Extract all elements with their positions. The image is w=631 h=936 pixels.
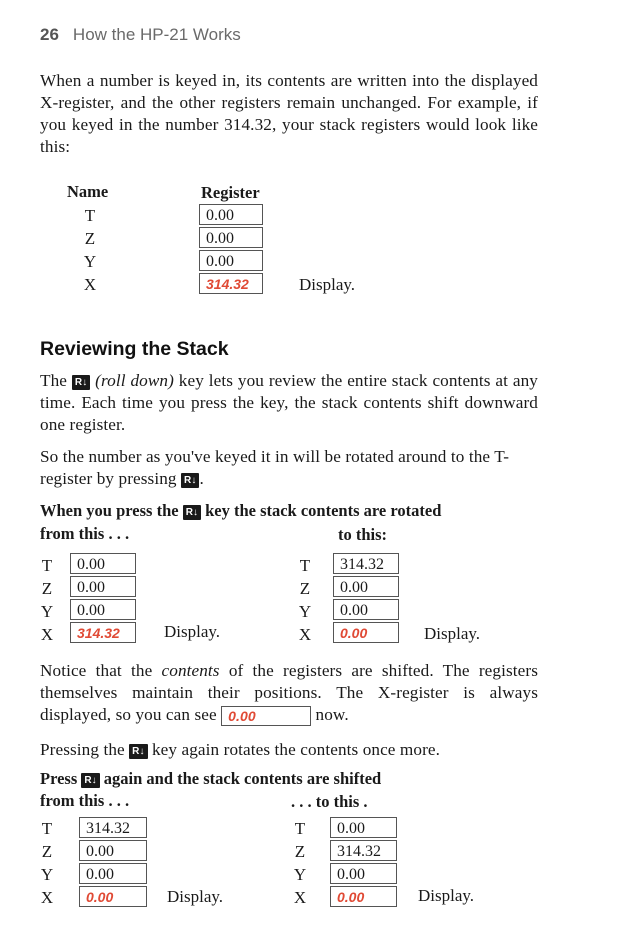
notice-paragraph: Notice that the contents of the registers are shifted. The registers themselves maintain their positions. The X-register is always displayed, so you can see 0.00 now.	[40, 661, 538, 725]
register-t: 0.00	[199, 204, 263, 225]
example2-to-label: . . . to this .	[291, 792, 368, 811]
ex2-left-name-t: T	[41, 819, 53, 838]
rotate-paragraph: So the number as you've keyed it in will be rotated around to the T-register by pressing R↓ .	[40, 447, 510, 488]
ex2-right-register-t: 0.00	[330, 817, 397, 838]
example1-to-label: to this:	[338, 525, 388, 544]
intro-paragraph: When a number is keyed in, its contents are written into the displayed X-register, and the other registers remain unchanged. For example, if you keyed in the number 314.32, your stack registers would look like this:	[40, 71, 538, 156]
ex2-left-display-note: Display.	[167, 887, 224, 906]
pressing-paragraph: Pressing the R↓ key again rotates the contents once more.	[40, 740, 441, 759]
ex1-left-name-y: Y	[40, 602, 54, 621]
register-y: 0.00	[199, 250, 263, 271]
ex1-right-register-y: 0.00	[333, 599, 399, 620]
ex1-left-name-t: T	[41, 556, 53, 575]
ex2-right-name-x: X	[293, 888, 307, 907]
example1-caption: When you press the R↓ key the stack contents are rotated	[40, 501, 442, 520]
ex2-left-name-z: Z	[41, 842, 53, 861]
ex2-left-register-z: 0.00	[79, 840, 147, 861]
ex1-right-display-note: Display.	[424, 624, 481, 643]
ex2-right-name-y: Y	[293, 865, 307, 884]
x-display-inline: 0.00	[221, 706, 311, 726]
ex1-left-name-z: Z	[41, 579, 53, 598]
example1-from-label: from this . . .	[40, 524, 130, 543]
ex1-right-name-x: X	[298, 625, 312, 644]
ex1-right-register-t: 314.32	[333, 553, 399, 574]
ex1-left-register-z: 0.00	[70, 576, 136, 597]
ex2-right-register-y: 0.00	[330, 863, 397, 884]
ex1-left-register-t: 0.00	[70, 553, 136, 574]
ex2-right-register-x: 0.00	[330, 886, 397, 907]
roll-down-paragraph: The R↓ (roll down) key lets you review the entire stack contents at any time. Each time you press the key, the stack contents shift downward one register.	[40, 371, 538, 434]
example2-caption: Press R↓ again and the stack contents are shifted	[40, 769, 382, 788]
ex1-left-name-x: X	[40, 625, 54, 644]
ex1-right-name-t: T	[299, 556, 311, 575]
ex1-right-register-z: 0.00	[333, 576, 399, 597]
register-header: Register	[201, 183, 260, 202]
ex2-left-register-x: 0.00	[79, 886, 147, 907]
ex1-left-register-y: 0.00	[70, 599, 136, 620]
page-header	[40, 25, 241, 45]
reg-name-y: Y	[83, 252, 97, 271]
reg-name-x: X	[83, 275, 97, 294]
roll-down-key-icon: R↓	[72, 375, 90, 390]
register-x-display: 314.32	[199, 273, 263, 294]
reg-name-t: T	[84, 206, 96, 225]
ex2-right-name-z: Z	[294, 842, 306, 861]
display-note: Display.	[299, 275, 356, 294]
name-header: Name	[67, 182, 109, 201]
ex2-left-register-t: 314.32	[79, 817, 147, 838]
ex2-right-display-note: Display.	[418, 886, 475, 905]
roll-down-key-icon: R↓	[81, 773, 99, 788]
register-z: 0.00	[199, 227, 263, 248]
ex1-right-name-y: Y	[298, 602, 312, 621]
roll-down-key-icon: R↓	[183, 505, 201, 520]
ex1-left-register-x: 314.32	[70, 622, 136, 643]
ex2-left-name-y: Y	[40, 865, 54, 884]
ex2-left-name-x: X	[40, 888, 54, 907]
ex1-right-register-x: 0.00	[333, 622, 399, 643]
ex1-left-display-note: Display.	[164, 622, 221, 641]
reg-name-z: Z	[84, 229, 96, 248]
ex2-left-register-y: 0.00	[79, 863, 147, 884]
ex2-right-name-t: T	[294, 819, 306, 838]
roll-down-key-icon: R↓	[181, 473, 199, 488]
example2-from-label: from this . . .	[40, 791, 130, 810]
page-number: 26	[40, 25, 59, 44]
roll-down-key-icon: R↓	[129, 744, 147, 759]
section-title: Reviewing the Stack	[40, 338, 229, 360]
ex2-right-register-z: 314.32	[330, 840, 397, 861]
ex1-right-name-z: Z	[299, 579, 311, 598]
chapter-title: How the HP-21 Works	[72, 25, 241, 44]
